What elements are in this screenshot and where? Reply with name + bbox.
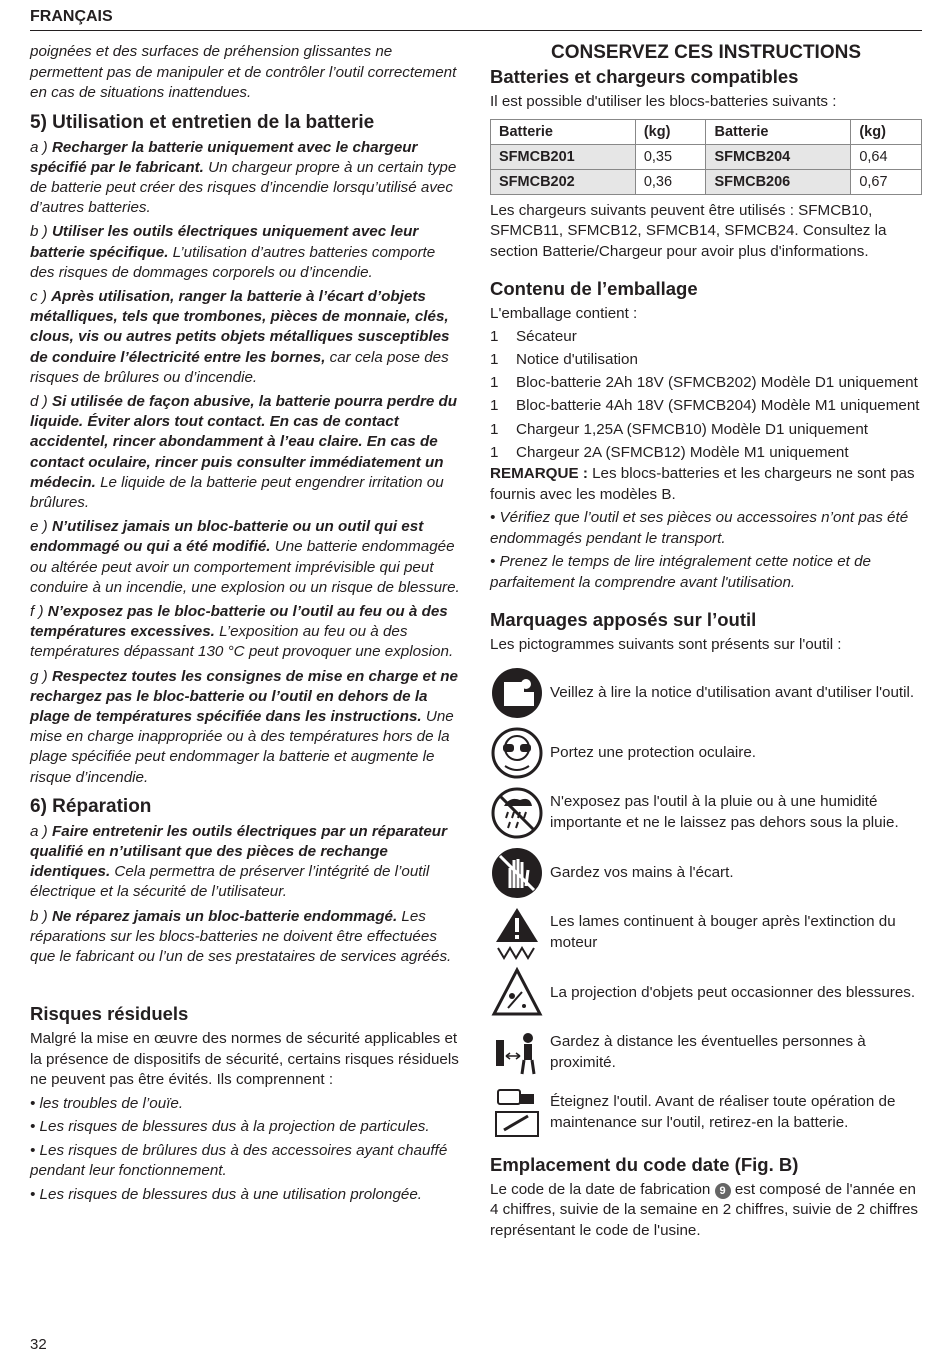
check-item (490, 508, 922, 549)
risk-text: Les risques de brûlures dus à des accessoires ayant chauffé pendant leur fonctionnement. (30, 1141, 448, 1180)
safety-item (30, 222, 460, 283)
item-letter: a ) (30, 822, 48, 840)
item-letter: e ) (30, 518, 48, 536)
keep-instructions-title: CONSERVEZ CES INSTRUCTIONS (550, 42, 862, 63)
item-bold: N’utilisez jamais un bloc-batterie ou un outil qui est endommagé ou qui a été modifié. (30, 518, 424, 556)
item-bold: Ne réparez jamais un bloc-batterie endommagé. (51, 907, 398, 925)
section-5-list (30, 138, 460, 788)
risks-intro: Malgré la mise en œuvre des normes de sécurité applicables et la présence de dispositifs de sécurité, certains risques résiduels ne peuvent pas être évités. Ils comprennent : (30, 1030, 459, 1089)
section-6-title: 6) Réparation (30, 795, 152, 817)
right-column (490, 42, 922, 1241)
item-quantity: 1 (490, 350, 499, 368)
safety-item (30, 287, 460, 388)
safety-item (30, 517, 460, 598)
col-header: Batterie (706, 119, 851, 144)
pictogram-row (490, 666, 922, 720)
risk-text: Les risques de blessures dus à la projection de particules. (39, 1118, 430, 1136)
note-text (490, 464, 922, 505)
item-bold: Recharger la batterie uniquement avec le chargeur spécifié par le fabricant. (30, 138, 418, 176)
battery-table-header (491, 119, 922, 144)
bullet-icon: • (490, 553, 500, 571)
item-quantity: 1 (490, 327, 499, 345)
risk-item (30, 1141, 460, 1182)
item-bold: Faire entretenir les outils électriques par un réparateur qualifié en n’utilisant que des pièces de rechange identiques. (30, 822, 447, 881)
safety-item (30, 907, 460, 968)
package-list (490, 325, 922, 465)
item-letter: b ) (30, 907, 48, 925)
table-cell: 0,64 (851, 144, 922, 169)
risk-item (30, 1185, 460, 1206)
pictogram-text: Les lames continuent à bouger après l'extinction du moteur (550, 913, 896, 951)
pictogram-text: Veillez à lire la notice d'utilisation avant d'utiliser l'outil. (550, 683, 915, 701)
note-body: Les blocs-batteries et les chargeurs ne sont pas fournis avec les modèles B. (490, 465, 915, 503)
table-row (491, 144, 922, 169)
col-header: Batterie (491, 119, 636, 144)
bullet-icon: • (30, 1118, 40, 1136)
check-item (490, 552, 922, 593)
pictogram-row (490, 1086, 922, 1140)
remove-battery-icon (490, 1086, 544, 1140)
col-header: (kg) (851, 119, 922, 144)
eye-protection-icon (490, 726, 544, 780)
table-cell: 0,36 (635, 169, 706, 194)
item-rest: L’exposition au feu ou à des températures dépassant 130 °C peut provoquer une explosion. (30, 623, 454, 661)
item-quantity: 1 (490, 374, 499, 392)
bullet-icon: • (30, 1141, 40, 1159)
risks-title: Risques résiduels (30, 1003, 189, 1025)
date-code-text (490, 1180, 922, 1242)
table-cell: 0,67 (851, 169, 922, 194)
risk-text: Les risques de blessures dus à une utilisation prolongée. (39, 1185, 423, 1203)
list-item (490, 394, 922, 417)
batteries-title: Batteries et chargeurs compatibles (490, 66, 799, 87)
bullet-icon: • (30, 1185, 40, 1203)
date-text-b: est composé de l'année en 4 chiffres, suivie de la semaine en 2 chiffres, suivie de 2 chiffres représentant le code de l'usine. (490, 1180, 919, 1239)
list-item (490, 371, 922, 394)
item-quantity: 1 (490, 443, 499, 461)
item-text: Bloc-batterie 2Ah 18V (SFMCB202) Modèle D1 uniquement (516, 374, 918, 392)
intro-text: poignées et des surfaces de préhension glissantes ne permettent pas de manipuler et de contrôler l’outil correctement en cas de situations inattendues. (30, 43, 457, 101)
pictogram-row (490, 726, 922, 780)
item-rest: Les réparations sur les blocs-batteries ne doivent être effectuées que le fabricant ou l’un de ses prestataires de services agréés. (30, 907, 452, 966)
language-header: FRANÇAIS (30, 8, 113, 25)
item-bold: N’exposez pas le bloc-batterie ou l’outil au feu ou à des températures excessives. (30, 602, 448, 641)
safety-item (30, 392, 460, 513)
left-column (30, 42, 460, 1205)
table-cell: 0,35 (635, 144, 706, 169)
pictogram-text: Gardez vos mains à l'écart. (550, 863, 734, 881)
figure-callout-badge: 9 (715, 1183, 731, 1199)
chargers-text: Les chargeurs suivants peuvent être utilisés : SFMCB10, SFMCB11, SFMCB12, SFMCB14, SFMCB24. Consultez la section Batterie/Chargeur pour avoir plus d'informations. (490, 201, 887, 260)
item-rest: Un chargeur propre à un certain type de batterie peut créer des risques d’incendie lorsqu’utilisé avec d’autres batteries. (30, 158, 457, 217)
list-item (490, 348, 922, 371)
pictogram-row (490, 1026, 922, 1080)
table-cell: SFMCB201 (491, 144, 636, 169)
markings-title: Marquages apposés sur l’outil (490, 609, 757, 631)
item-bold: Si utilisée de façon abusive, la batterie pourra perdre du liquide. Éviter alors tout contact. En cas de contact accidentel, rincer abondamment à l’eau claire. En cas de contact oculaire, rincer puis consulter immédiatement un médecin. (30, 392, 458, 491)
bullet-icon: • (30, 1094, 40, 1112)
date-code-title: Emplacement du code date (Fig. B) (490, 1153, 799, 1175)
item-letter: d ) (30, 392, 48, 410)
pictogram-text: Éteignez l'outil. Avant de réaliser toute opération de maintenance sur l'outil, retirez-en la batterie. (550, 1093, 896, 1131)
risk-item (30, 1117, 460, 1138)
table-cell: SFMCB204 (706, 144, 851, 169)
item-text: Chargeur 1,25A (SFMCB10) Modèle D1 uniquement (516, 420, 869, 438)
item-letter: c ) (30, 287, 47, 305)
battery-table (490, 119, 922, 195)
pictogram-row (490, 906, 922, 960)
item-text: Chargeur 2A (SFMCB12) Modèle M1 uniquement (516, 443, 849, 461)
list-item (490, 441, 922, 464)
section-5-title: 5) Utilisation et entretien de la batterie (30, 111, 375, 133)
item-rest: Une batterie endommagée ou altérée peut avoir un comportement imprévisible qui peut conduire à un incendie, une explosion ou un risque de blessure. (30, 538, 460, 596)
note-label: REMARQUE : (490, 465, 588, 483)
safety-item (30, 138, 460, 219)
pictogram-row (490, 786, 922, 840)
read-manual-icon (490, 666, 544, 720)
blades-warning-icon (490, 906, 544, 960)
pictogram-row (490, 846, 922, 900)
item-letter: b ) (30, 223, 48, 241)
header-rule (30, 30, 922, 31)
check-text: Prenez le temps de lire intégralement cette notice et de parfaitement la comprendre avant l'utilisation. (490, 553, 872, 591)
no-rain-icon (490, 786, 544, 840)
item-rest: Cela permettra de préserver l’intégrité de l’outil électrique et la sécurité de l’utilisateur. (30, 863, 430, 901)
projection-warning-icon (490, 966, 544, 1020)
check-bullets (490, 508, 922, 593)
item-text: Sécateur (516, 327, 577, 345)
table-row (491, 169, 922, 194)
check-text: Vérifiez que l’outil et ses pièces ou accessoires n’ont pas été endommagés pendant le transport. (490, 509, 909, 547)
item-rest: Le liquide de la batterie peut engendrer irritation ou brûlures. (30, 473, 444, 511)
pictogram-row (490, 966, 922, 1020)
item-rest: car cela pose des risques de brûlures ou d’incendie. (30, 348, 449, 386)
list-item (490, 325, 922, 348)
pictogram-text: N'exposez pas l'outil à la pluie ou à une humidité importante et ne le laissez pas dehors sous la pluie. (550, 793, 899, 831)
item-bold: Utiliser les outils électriques uniquement avec leur batterie spécifique. (30, 223, 419, 261)
pictogram-text: Gardez à distance les éventuelles personnes à proximité. (550, 1033, 866, 1071)
package-intro: L'emballage contient : (490, 305, 638, 322)
item-text: Bloc-batterie 4Ah 18V (SFMCB204) Modèle M1 uniquement (516, 397, 920, 415)
markings-intro: Les pictogrammes suivants sont présents sur l'outil : (490, 636, 842, 654)
risk-text: les troubles de l’ouïe. (39, 1094, 184, 1112)
package-title: Contenu de l’emballage (490, 278, 698, 299)
batteries-intro: Il est possible d'utiliser les blocs-batteries suivants : (490, 93, 837, 110)
item-rest: L’utilisation d’autres batteries comporte des risques de dommages corporels ou d’incendie. (30, 243, 436, 281)
date-text-a: Le code de la date de fabrication (490, 1180, 715, 1198)
col-header: (kg) (635, 119, 706, 144)
item-bold: Respectez toutes les consignes de mise en charge et ne rechargez pas le bloc-batterie ou l’outil en dehors de la plage de températures spécifiée dans les instructions. (30, 667, 458, 725)
keep-distance-icon (490, 1026, 544, 1080)
pictogram-text: Portez une protection oculaire. (550, 743, 756, 761)
section-6-list (30, 822, 460, 967)
pictogram-text: La projection d'objets peut occasionner des blessures. (550, 983, 916, 1001)
bullet-icon: • (490, 509, 500, 527)
list-item (490, 418, 922, 441)
risks-list (30, 1094, 460, 1206)
keep-hands-away-icon (490, 846, 544, 900)
page-number: 32 (30, 1336, 47, 1353)
item-letter: f ) (30, 602, 44, 620)
item-text: Notice d'utilisation (516, 350, 638, 368)
safety-item (30, 602, 460, 663)
item-quantity: 1 (490, 397, 499, 415)
item-rest: Une mise en charge inappropriée ou à des températures hors de la plage spécifiée peut endommager la batterie et augmente le risque d’incendie. (30, 707, 454, 786)
item-letter: a ) (30, 138, 48, 156)
item-quantity: 1 (490, 420, 499, 438)
table-cell: SFMCB206 (706, 169, 851, 194)
item-bold: Après utilisation, ranger la batterie à l’écart d’objets métalliques, tels que trombones, pièces de monnaie, clés, clous, vis ou autres petits objets métalliques susceptibles de conduire l’électricité entre les bornes, (30, 287, 450, 366)
pictogram-list (490, 666, 922, 1140)
table-cell: SFMCB202 (491, 169, 636, 194)
risk-item (30, 1094, 460, 1115)
item-letter: g ) (30, 667, 48, 685)
safety-item (30, 822, 460, 903)
safety-item (30, 667, 460, 788)
